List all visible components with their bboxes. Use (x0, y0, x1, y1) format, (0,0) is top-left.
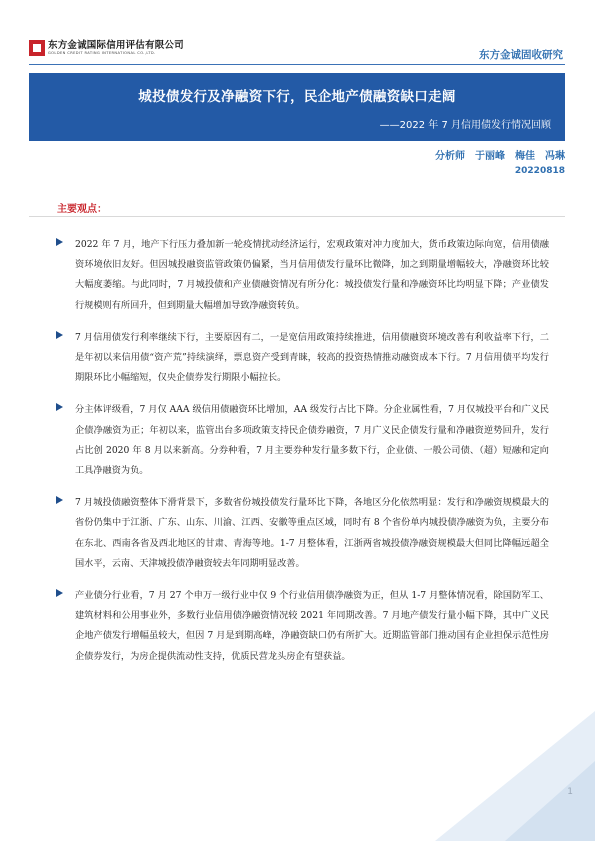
bullet-arrow-icon (56, 496, 63, 504)
bullet-arrow-icon (56, 589, 63, 597)
point-text: 7 月信用债发行利率继续下行，主要原因有二，一是宽信用政策持续推进，信用债融资环境改善有利收益率下行，二是年初以来信用债“资产荒”持续演绎，票息资产受到青睐，较高的投资热情推动融资成本下行。7 月信用债平均发行期限环比小幅缩短，仅央企债券发行期限小幅拉长。 (75, 331, 549, 384)
corner-decoration (395, 691, 595, 841)
page-header (0, 0, 595, 72)
bullet-arrow-icon (56, 403, 63, 411)
title-banner (29, 73, 565, 141)
list-item (29, 586, 549, 667)
point-text: 7 月城投债融资整体下滑背景下，多数省份城投债发行量环比下降，各地区分化依然明显：发行和净融资规模最大的省份仍集中于江浙、广东、山东、川渝、江西、安徽等重点区域，同时有 8 个省份单内城投债净融资为负，主要分布在东北、西南各省及西北地区的甘肃、青海等地。1-7 月整体看，江浙两省城投债净融资规模最大但同比降幅远超全国水平，云南、天津城投债净融资较去年同期明显改善。 (75, 497, 549, 569)
list-item (29, 400, 549, 481)
point-text: 2022 年 7 月，地产下行压力叠加新一轮疫情扰动经济运行，宏观政策对冲力度加大，货币政策边际向宽，信用债融资环境依旧友好。但因城投融资监管政策仍偏紧，当月信用债发行量环比微降，加之到期量增幅较大，净融资环比较大幅度萎缩。与此同时，7 月城投债和产业债融资情况有所分化：城投债发行量和净融资环比均明显下降；产业债发行规模则有所回升，但到期量大幅增加导致净融资转负。 (75, 239, 549, 311)
brand-label: 东方金诚固收研究 (479, 49, 563, 61)
bullet-arrow-icon (56, 238, 63, 246)
report-date: 20220818 (514, 166, 565, 176)
point-text: 分主体评级看，7 月仅 AAA 级信用债融资环比增加，AA 级发行占比下降。分企业属性看，7 月仅城投平台和广义民企债净融资为正；年初以来，监管出台多项政策支持民企债券融资，7 月广义民企债发行量和净融资逆势回升，发行占比创 2020 年 8 月以来新高。分券种看，7 月主要券种发行量多数下行，企业债、一般公司债、（超）短融和定向工具净融资为负。 (75, 404, 549, 477)
logo-chinese-name: 东方金诚国际信用评估有限公司 (48, 40, 184, 51)
section-divider (29, 216, 565, 217)
key-points-list (29, 235, 549, 679)
report-title: 城投债发行及净融资下行，民企地产债融资缺口走阔 (138, 89, 456, 105)
list-item (29, 493, 549, 574)
analysts-line: 分析师 于丽峰 梅佳 冯琳 (435, 151, 565, 162)
list-item (29, 328, 549, 389)
logo-english-name: GOLDEN CREDIT RATING INTERNATIONAL CO.,LTD. (48, 51, 156, 55)
list-item (29, 235, 549, 316)
header-divider (29, 64, 565, 65)
point-text: 产业债分行业看，7 月 27 个申万一级行业中仅 9 个行业信用债净融资为正，但从 1-7 月整体情况看，除国防军工、建筑材料和公用事业外，多数行业信用债净融资情况较 2021 年同期改善。7 月地产债发行量小幅下降，其中广义民企地产债发行增幅虽较大，但因 7 月是到期高峰，净融资缺口仍有所扩大。近期监管部门推动国有企业担保示范性房企债券发行，为房企提供流动性支持，优质民营龙头房企有望获益。 (75, 590, 549, 662)
logo-mark-icon (29, 40, 45, 56)
section-title: 主要观点： (57, 204, 107, 215)
report-subtitle: ——2022 年 7 月信用债发行情况回顾 (379, 120, 551, 131)
company-logo (29, 40, 184, 56)
page-number: 1 (567, 787, 573, 797)
bullet-arrow-icon (56, 331, 63, 339)
